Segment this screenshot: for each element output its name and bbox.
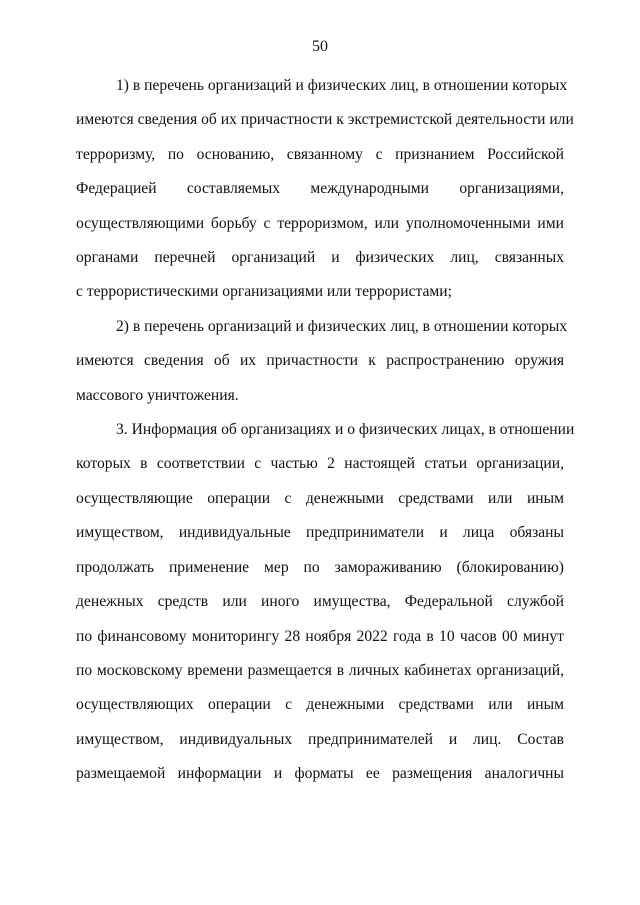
page-number: 50 bbox=[312, 38, 328, 55]
text-line: терроризму, по основанию, связанному с признанием Российской bbox=[76, 145, 564, 163]
text-line: органами перечней организаций и физических лиц, связанных bbox=[76, 249, 564, 267]
text-line: продолжать применение мер по замораживанию (блокированию) bbox=[76, 558, 564, 576]
text-line: размещаемой информации и форматы ее размещения аналогичны bbox=[76, 765, 564, 783]
text-line: осуществляющие операции с денежными средствами или иным bbox=[76, 489, 564, 507]
text-line: массового уничтожения. bbox=[76, 386, 239, 404]
text-line: 1) в перечень организаций и физических лиц, в отношении которых bbox=[116, 77, 568, 94]
text-line: 3. Информация об организациях и о физических лицах, в отношении bbox=[116, 421, 575, 439]
paragraph-item-2 bbox=[76, 310, 568, 413]
document-body bbox=[76, 69, 575, 792]
text-line: которых в соответствии с частью 2 настоящей статьи организации, bbox=[76, 455, 564, 473]
text-line: 2) в перечень организаций и физических лиц, в отношении которых bbox=[116, 317, 568, 335]
paragraph-3 bbox=[76, 413, 575, 791]
text-line: по финансовому мониторингу 28 ноября 2022 года в 10 часов 00 минут bbox=[76, 627, 564, 645]
text-line: осуществляющими борьбу с терроризмом, или уполномоченными ими bbox=[76, 214, 564, 232]
text-line: с террористическими организациями или террористами; bbox=[76, 283, 452, 301]
text-line: имуществом, индивидуальные предприниматели и лица обязаны bbox=[76, 524, 564, 542]
text-line: осуществляющих операции с денежными средствами или иным bbox=[76, 696, 564, 714]
text-line: имуществом, индивидуальных предпринимателей и лиц. Состав bbox=[76, 730, 564, 748]
text-line: Федерацией составляемых международными организациями, bbox=[76, 180, 564, 198]
text-line: денежных средств или иного имущества, Федеральной службой bbox=[76, 593, 564, 611]
text-line: имеются сведения об их причастности к распространению оружия bbox=[76, 352, 564, 370]
paragraph-item-1 bbox=[76, 69, 574, 310]
text-line: по московскому времени размещается в личных кабинетах организаций, bbox=[76, 661, 564, 679]
text-line: имеются сведения об их причастности к экстремистской деятельности или bbox=[76, 111, 574, 129]
